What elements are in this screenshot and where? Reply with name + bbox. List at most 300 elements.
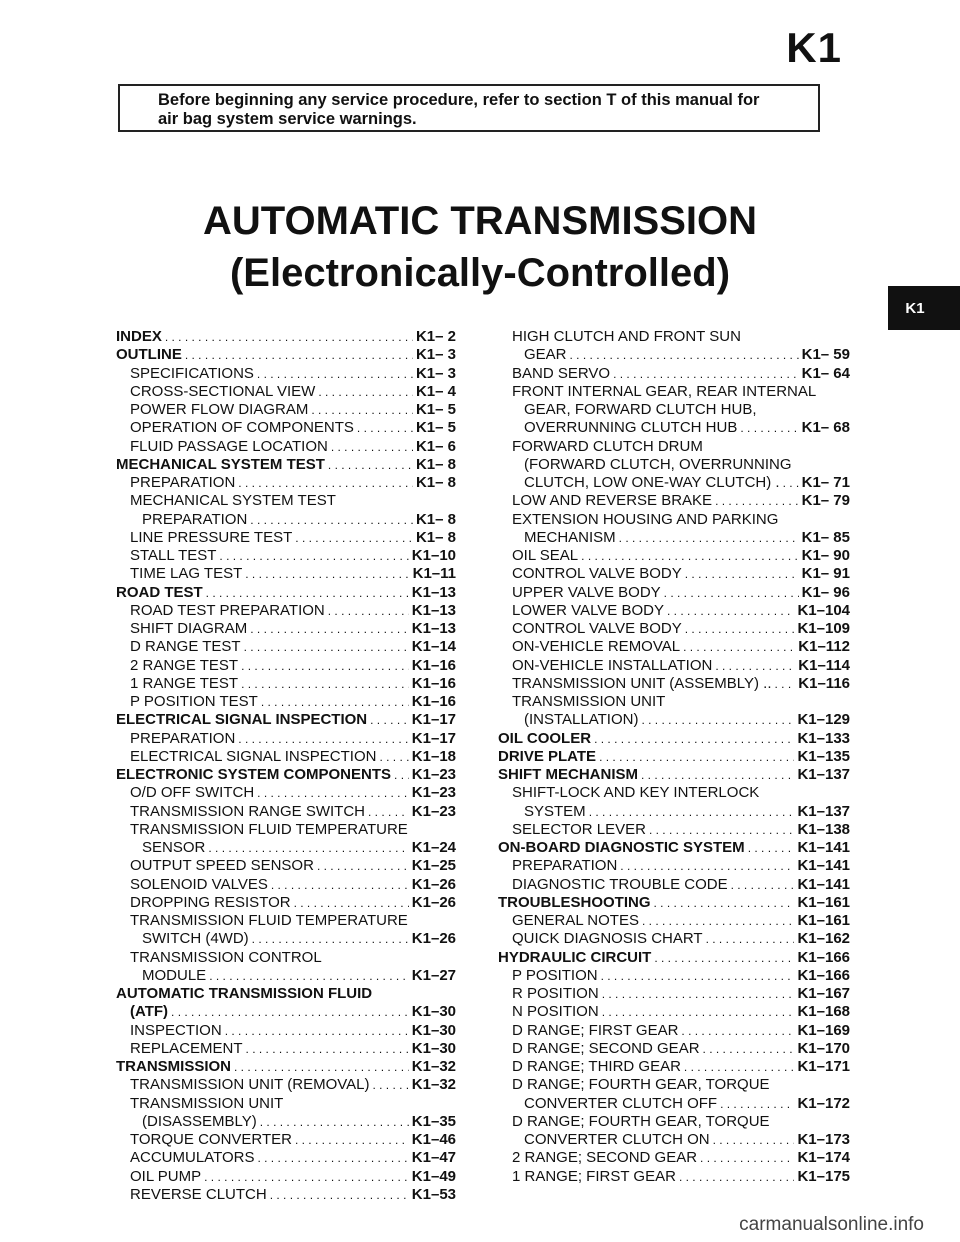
toc-entry-page: K1– 8 — [415, 474, 456, 491]
dot-leader — [368, 803, 409, 821]
dot-leader — [649, 821, 795, 839]
toc-entry[interactable] — [498, 949, 850, 967]
dot-leader — [219, 547, 408, 565]
toc-entry-page: K1–26 — [411, 930, 456, 948]
dot-leader — [599, 748, 794, 766]
toc-entry-page: K1–16 — [411, 674, 456, 692]
toc-entry[interactable] — [116, 803, 456, 821]
service-warning-notice — [118, 84, 820, 132]
toc-entry[interactable] — [116, 876, 456, 894]
toc-entry-label: INDEX — [116, 328, 162, 345]
toc-entry-label: 2 RANGE; SECOND GEAR — [512, 1149, 698, 1167]
toc-entry-page: K1– 85 — [801, 528, 850, 546]
toc-entry[interactable] — [498, 584, 850, 602]
dot-leader — [244, 638, 409, 656]
toc-entry-label: D RANGE; FOURTH GEAR, TORQUE — [512, 1112, 770, 1130]
toc-entry[interactable] — [498, 967, 850, 985]
dot-leader — [706, 930, 795, 948]
toc-entry-page: K1–23 — [411, 784, 456, 802]
dot-leader — [703, 1040, 795, 1058]
toc-entry[interactable] — [498, 912, 850, 930]
dot-leader — [204, 1168, 409, 1186]
dot-leader — [589, 803, 795, 821]
dot-leader — [241, 657, 409, 675]
toc-entry[interactable] — [498, 620, 850, 638]
toc-entry-label: OUTPUT SPEED SENSOR — [130, 857, 314, 875]
dot-leader — [208, 839, 408, 857]
dot-leader — [685, 565, 799, 583]
dot-leader — [370, 711, 409, 729]
toc-entry-page: K1–175 — [797, 1167, 850, 1185]
toc-entry-label: INSPECTION — [130, 1021, 222, 1039]
toc-entry-label: ELECTRICAL SIGNAL INSPECTION — [130, 747, 377, 765]
toc-entry-label: D RANGE; SECOND GEAR — [512, 1039, 700, 1057]
toc-entry-page: K1–32 — [411, 1076, 456, 1094]
toc-entry[interactable] — [116, 748, 456, 766]
toc-entry[interactable] — [116, 584, 456, 602]
toc-entry[interactable] — [116, 1168, 456, 1186]
toc-entry — [498, 383, 850, 401]
watermark: carmanualsonline.info — [739, 1214, 924, 1235]
dot-leader — [684, 1058, 795, 1076]
toc-entry[interactable] — [116, 857, 456, 875]
toc-entry-page: K1–135 — [797, 747, 850, 765]
toc-entry-label: HIGH CLUTCH AND FRONT SUN — [512, 328, 741, 345]
dot-leader — [602, 985, 795, 1003]
dot-leader — [602, 1003, 795, 1021]
toc-entry — [498, 784, 850, 802]
toc-entry-label: TRANSMISSION UNIT (REMOVAL) — [130, 1076, 370, 1094]
dot-leader — [379, 748, 408, 766]
toc-entry-page: K1–32 — [411, 1058, 456, 1075]
dot-leader — [748, 839, 795, 857]
toc-entry-page: K1–162 — [797, 930, 850, 948]
toc-entry-page: K1– 8 — [415, 528, 456, 546]
toc-entry[interactable] — [116, 474, 456, 492]
toc-entry[interactable] — [116, 602, 456, 620]
toc-entry-label: ON-BOARD DIAGNOSTIC SYSTEM — [498, 839, 745, 856]
toc-entry-label: GEAR, FORWARD CLUTCH HUB, — [524, 401, 757, 418]
dot-leader — [679, 1168, 795, 1186]
toc-entry-label: OUTLINE — [116, 346, 182, 364]
toc-entry-page: K1–166 — [797, 966, 850, 984]
toc-entry-label: N POSITION — [512, 1003, 599, 1021]
dot-leader — [245, 565, 409, 583]
toc-entry-label: LOWER VALVE BODY — [512, 601, 664, 619]
toc-entry-label: D RANGE; THIRD GEAR — [512, 1058, 681, 1075]
toc-entry[interactable] — [116, 1058, 456, 1076]
toc-entry-label: MECHANICAL SYSTEM TEST — [116, 455, 325, 473]
page-title: AUTOMATIC TRANSMISSION — [202, 199, 758, 243]
toc-entry-label: TRANSMISSION UNIT — [130, 1094, 284, 1112]
toc-entry-page: K1– 91 — [801, 565, 850, 583]
toc-entry-label: CONVERTER CLUTCH ON — [524, 1131, 710, 1148]
dot-leader — [260, 1113, 409, 1131]
toc-entry-label: HYDRAULIC CIRCUIT — [498, 948, 652, 966]
toc-entry[interactable] — [498, 894, 850, 912]
toc-entry-label: DIAGNOSTIC TROUBLE CODE — [512, 875, 728, 893]
dot-leader — [357, 419, 413, 437]
dot-leader — [594, 730, 794, 748]
toc-entry-page: K1–168 — [797, 1003, 850, 1021]
toc-entry-page: K1–25 — [411, 857, 456, 875]
toc-entry[interactable] — [116, 511, 456, 529]
toc-entry-label: TIME LAG TEST — [130, 565, 243, 583]
toc-entry-page: K1–46 — [411, 1131, 456, 1148]
toc-entry-page: K1–137 — [797, 802, 850, 820]
toc-entry-label: ROAD TEST — [116, 583, 203, 601]
dot-leader — [654, 894, 795, 912]
dot-leader — [581, 547, 798, 565]
toc-entry[interactable] — [498, 565, 850, 583]
toc-entry-page: K1–14 — [411, 638, 456, 656]
dot-leader — [328, 456, 413, 474]
toc-entry[interactable] — [498, 1003, 850, 1021]
toc-entry-label: LINE PRESSURE TEST — [130, 528, 293, 546]
toc-entry-page: K1–137 — [797, 766, 850, 783]
toc-entry[interactable] — [498, 474, 850, 492]
toc-entry — [498, 456, 850, 474]
toc-entry[interactable] — [498, 1131, 850, 1149]
toc-entry-page: K1–26 — [411, 875, 456, 893]
toc-entry-label: ACCUMULATORS — [130, 1149, 255, 1167]
toc-entry-label: R POSITION — [512, 985, 599, 1002]
toc-entry-page: K1–30 — [411, 1039, 456, 1057]
toc-entry-label: TRANSMISSION CONTROL — [130, 948, 322, 966]
toc-entry[interactable] — [116, 1003, 456, 1021]
dot-leader — [700, 1149, 794, 1167]
toc-entry-label: TRANSMISSION — [116, 1058, 232, 1075]
dot-leader — [252, 930, 409, 948]
toc-entry-label: TRANSMISSION FLUID TEMPERATURE — [130, 912, 408, 929]
dot-leader — [261, 693, 409, 711]
toc-entry[interactable] — [116, 328, 456, 346]
toc-entry-page: K1– 4 — [415, 382, 456, 400]
toc-entry[interactable] — [498, 657, 850, 675]
toc-entry[interactable] — [498, 1168, 850, 1186]
toc-entry-page: K1–24 — [411, 839, 456, 856]
toc-entry-label: (DISASSEMBLY) — [142, 1112, 257, 1130]
dot-leader — [783, 474, 799, 492]
toc-entry[interactable] — [498, 365, 850, 383]
toc-entry[interactable] — [116, 1113, 456, 1131]
dot-leader — [317, 857, 409, 875]
toc-entry-label: 2 RANGE TEST — [130, 656, 239, 674]
toc-entry[interactable] — [498, 602, 850, 620]
toc-entry-page: K1–114 — [798, 656, 850, 674]
toc-entry-label: AUTOMATIC TRANSMISSION FLUID — [116, 985, 373, 1002]
toc-entry[interactable] — [116, 930, 456, 948]
toc-entry[interactable] — [116, 967, 456, 985]
toc-entry-label: OIL COOLER — [498, 729, 592, 747]
toc-entry-label: GEAR — [524, 346, 567, 364]
toc-entry — [498, 1113, 850, 1131]
dot-leader — [250, 511, 413, 529]
toc-entry-label: SPECIFICATIONS — [130, 364, 254, 382]
toc-entry[interactable] — [116, 346, 456, 364]
dot-leader — [667, 602, 794, 620]
toc-entry[interactable] — [116, 1131, 456, 1149]
toc-entry-label: 1 RANGE; FIRST GEAR — [512, 1167, 676, 1185]
toc-entry-label: D RANGE TEST — [130, 638, 241, 656]
toc-entry-page: K1– 5 — [415, 401, 456, 418]
toc-entry — [498, 328, 850, 346]
toc-entry-label: (ATF) — [130, 1003, 169, 1021]
dot-leader — [225, 1022, 409, 1040]
dot-leader — [619, 529, 799, 547]
toc-entry-page: K1–171 — [797, 1058, 850, 1075]
toc-entry-page: K1– 79 — [801, 492, 850, 510]
toc-entry-page: K1–133 — [797, 729, 850, 747]
dot-leader — [295, 1131, 409, 1149]
toc-entry-label: TRANSMISSION RANGE SWITCH — [130, 802, 366, 820]
toc-entry-page: K1– 3 — [415, 346, 456, 364]
dot-leader — [311, 401, 413, 419]
dot-leader — [185, 346, 413, 364]
toc-entry-label: QUICK DIAGNOSIS CHART — [512, 930, 703, 948]
toc-entry[interactable] — [116, 638, 456, 656]
toc-entry[interactable] — [498, 638, 850, 656]
toc-entry[interactable] — [116, 456, 456, 474]
toc-entry-label: PREPARATION — [512, 857, 618, 875]
toc-entry[interactable] — [498, 1095, 850, 1113]
toc-entry[interactable] — [498, 803, 850, 821]
toc-entry[interactable] — [116, 766, 456, 784]
toc-entry-label: FORWARD CLUTCH DRUM — [512, 437, 703, 455]
toc-entry[interactable] — [116, 1022, 456, 1040]
toc-entry[interactable] — [116, 565, 456, 583]
toc-entry-page: K1– 8 — [415, 510, 456, 528]
toc-entry[interactable] — [116, 438, 456, 456]
toc-entry[interactable] — [116, 419, 456, 437]
toc-entry-page: K1–172 — [797, 1094, 850, 1112]
toc-entry[interactable] — [498, 1040, 850, 1058]
toc-entry-label: SENSOR — [142, 839, 206, 856]
toc-entry-page: K1– 68 — [801, 419, 850, 437]
dot-leader — [372, 1076, 408, 1094]
toc-entry[interactable] — [116, 620, 456, 638]
toc-entry[interactable] — [116, 547, 456, 565]
toc-entry-label: ON-VEHICLE REMOVAL — [512, 638, 681, 656]
toc-entry-page: K1–141 — [797, 857, 850, 875]
toc-entry-page: K1–30 — [411, 1003, 456, 1021]
toc-entry[interactable] — [498, 821, 850, 839]
dot-leader — [331, 438, 413, 456]
toc-entry[interactable] — [498, 839, 850, 857]
toc-entry-label: TRANSMISSION UNIT (ASSEMBLY) .. — [512, 674, 772, 692]
toc-entry[interactable] — [498, 346, 850, 364]
toc-entry[interactable] — [498, 730, 850, 748]
toc-entry-label: MECHANICAL SYSTEM TEST — [130, 492, 336, 510]
toc-entry-label: TROUBLESHOOTING — [498, 893, 651, 911]
toc-entry[interactable] — [116, 693, 456, 711]
toc-entry-page: K1–173 — [797, 1131, 850, 1148]
toc-entry[interactable] — [116, 1149, 456, 1167]
toc-entry-page: K1– 64 — [801, 364, 850, 382]
toc-entry — [498, 693, 850, 711]
dot-leader — [620, 857, 794, 875]
toc-entry-label: PREPARATION — [130, 729, 236, 747]
dot-leader — [246, 1040, 409, 1058]
dot-leader — [642, 912, 794, 930]
section-tab[interactable]: K1 — [888, 286, 960, 330]
toc-entry-label: ON-VEHICLE INSTALLATION — [512, 656, 713, 674]
toc-entry-label: PREPARATION — [130, 474, 236, 491]
toc-entry-label: (FORWARD CLUTCH, OVERRUNNING — [524, 455, 792, 473]
toc-entry[interactable] — [116, 839, 456, 857]
toc-entry-label: TRANSMISSION FLUID TEMPERATURE — [130, 820, 408, 838]
toc-entry-page: K1–170 — [797, 1039, 850, 1057]
dot-leader — [654, 949, 794, 967]
toc-entry-label: FRONT INTERNAL GEAR, REAR INTERNAL — [512, 382, 817, 400]
toc-entry — [498, 1076, 850, 1094]
notice-line-1: Before beginning any service procedure, refer to section T of this manual for — [158, 91, 760, 109]
toc-entry[interactable] — [498, 876, 850, 894]
toc-entry[interactable] — [116, 1076, 456, 1094]
toc-entry[interactable] — [116, 784, 456, 802]
toc-entry — [116, 912, 456, 930]
toc-entry-label: CLUTCH, LOW ONE-WAY CLUTCH) . — [524, 474, 780, 491]
dot-leader — [295, 529, 413, 547]
toc-entry-page: K1–23 — [411, 802, 456, 820]
toc-entry-page: K1– 8 — [415, 455, 456, 473]
toc-entry[interactable] — [116, 1040, 456, 1058]
toc-entry-page: K1–30 — [411, 1021, 456, 1039]
toc-entry-label: D RANGE; FOURTH GEAR, TORQUE — [512, 1076, 770, 1094]
toc-entry-label: LOW AND REVERSE BRAKE — [512, 492, 713, 510]
dot-leader — [641, 711, 794, 729]
toc-entry-page: K1–16 — [411, 656, 456, 674]
dot-leader — [238, 474, 413, 492]
toc-entry-page: K1–26 — [411, 893, 456, 911]
dot-leader — [641, 766, 794, 784]
toc-entry-label: SOLENOID VALVES — [130, 875, 268, 893]
toc-entry-page: K1– 2 — [415, 328, 456, 345]
toc-entry[interactable] — [116, 657, 456, 675]
toc-entry-page: K1– 3 — [415, 364, 456, 382]
toc-entry-page: K1–23 — [411, 766, 456, 783]
dot-leader — [165, 328, 413, 346]
toc-entry[interactable] — [116, 401, 456, 419]
toc-entry[interactable] — [498, 1058, 850, 1076]
toc-entry[interactable] — [116, 529, 456, 547]
toc-entry-page: K1– 5 — [415, 419, 456, 437]
dot-leader — [257, 1149, 408, 1167]
toc-entry-label: DRIVE PLATE — [498, 747, 597, 765]
toc-entry[interactable] — [498, 1149, 850, 1167]
toc-entry[interactable] — [498, 1022, 850, 1040]
toc-entry-label: OPERATION OF COMPONENTS — [130, 419, 354, 437]
toc-entry-label: O/D OFF SWITCH — [130, 784, 255, 802]
toc-entry-page: K1– 6 — [415, 437, 456, 455]
dot-leader — [715, 657, 795, 675]
toc-entry-page: K1–11 — [412, 565, 456, 583]
toc-entry-label: P POSITION TEST — [130, 693, 258, 710]
toc-entry[interactable] — [498, 675, 850, 693]
toc-right-column — [498, 328, 850, 1186]
toc-entry-label: TRANSMISSION UNIT — [512, 693, 666, 710]
toc-entry-page: K1–116 — [798, 674, 850, 692]
toc-entry-label: 1 RANGE TEST — [130, 674, 239, 692]
dot-leader — [681, 1022, 794, 1040]
toc-entry[interactable] — [116, 730, 456, 748]
toc-entry[interactable] — [498, 547, 850, 565]
toc-entry-page: K1–112 — [798, 638, 850, 656]
toc-entry[interactable] — [116, 1186, 456, 1204]
toc-entry-label: MODULE — [142, 966, 207, 984]
toc-entry-page: K1–169 — [797, 1021, 850, 1039]
dot-leader — [740, 419, 798, 437]
toc-entry-label: TORQUE CONVERTER — [130, 1131, 292, 1148]
toc-entry[interactable] — [116, 383, 456, 401]
toc-entry[interactable] — [498, 857, 850, 875]
toc-entry[interactable] — [498, 492, 850, 510]
toc-entry-page: K1– 96 — [801, 583, 850, 601]
toc-entry — [498, 511, 850, 529]
dot-leader — [257, 365, 413, 383]
toc-entry-page: K1–138 — [797, 820, 850, 838]
dot-leader — [685, 620, 795, 638]
toc-entry-label: MECHANISM — [524, 528, 616, 546]
toc-entry-page: K1–174 — [797, 1149, 850, 1167]
page-subtitle: (Electronically-Controlled) — [229, 251, 731, 295]
toc-entry-label: SELECTOR LEVER — [512, 820, 646, 838]
toc-entry — [498, 438, 850, 456]
toc-entry[interactable] — [116, 675, 456, 693]
toc-entry-label: OIL PUMP — [130, 1167, 202, 1185]
toc-entry[interactable] — [116, 365, 456, 383]
toc-entry-label: UPPER VALVE BODY — [512, 583, 661, 601]
toc-entry-page: K1–16 — [411, 693, 456, 710]
toc-entry-label: CONVERTER CLUTCH OFF — [524, 1094, 718, 1112]
toc-entry[interactable] — [498, 711, 850, 729]
dot-leader — [713, 1131, 795, 1149]
toc-entry[interactable] — [498, 529, 850, 547]
dot-leader — [250, 620, 409, 638]
dot-leader — [720, 1095, 794, 1113]
toc-entry — [498, 401, 850, 419]
toc-entry-page: K1–49 — [411, 1167, 456, 1185]
toc-entry-label: ROAD TEST PREPARATION — [130, 601, 325, 619]
toc-entry-label: EXTENSION HOUSING AND PARKING — [512, 510, 779, 528]
dot-leader — [171, 1003, 409, 1021]
toc-entry-label: SHIFT MECHANISM — [498, 766, 638, 783]
toc-entry[interactable] — [498, 748, 850, 766]
toc-entry-page: K1–13 — [411, 620, 456, 637]
dot-leader — [328, 602, 409, 620]
toc-entry-page: K1–109 — [797, 620, 850, 637]
dot-leader — [613, 365, 799, 383]
dot-leader — [731, 876, 795, 894]
toc-entry-page: K1– 59 — [801, 346, 850, 364]
toc-entry-label: SWITCH (4WD) — [142, 930, 249, 948]
toc-entry-page: K1–10 — [411, 547, 456, 564]
toc-entry[interactable] — [498, 985, 850, 1003]
toc-entry-label: POWER FLOW DIAGRAM — [130, 401, 309, 418]
dot-leader — [715, 492, 799, 510]
toc-entry[interactable] — [116, 711, 456, 729]
toc-entry — [116, 821, 456, 839]
toc-entry[interactable] — [116, 894, 456, 912]
toc-entry[interactable] — [498, 766, 850, 784]
toc-entry-label: (INSTALLATION) — [524, 711, 639, 729]
toc-entry[interactable] — [498, 419, 850, 437]
notice-line-2: air bag system service warnings. — [158, 110, 417, 128]
dot-leader — [570, 346, 799, 364]
toc-entry[interactable] — [498, 930, 850, 948]
toc-entry-label: STALL TEST — [130, 547, 217, 564]
toc-entry-label: FLUID PASSAGE LOCATION — [130, 437, 328, 455]
